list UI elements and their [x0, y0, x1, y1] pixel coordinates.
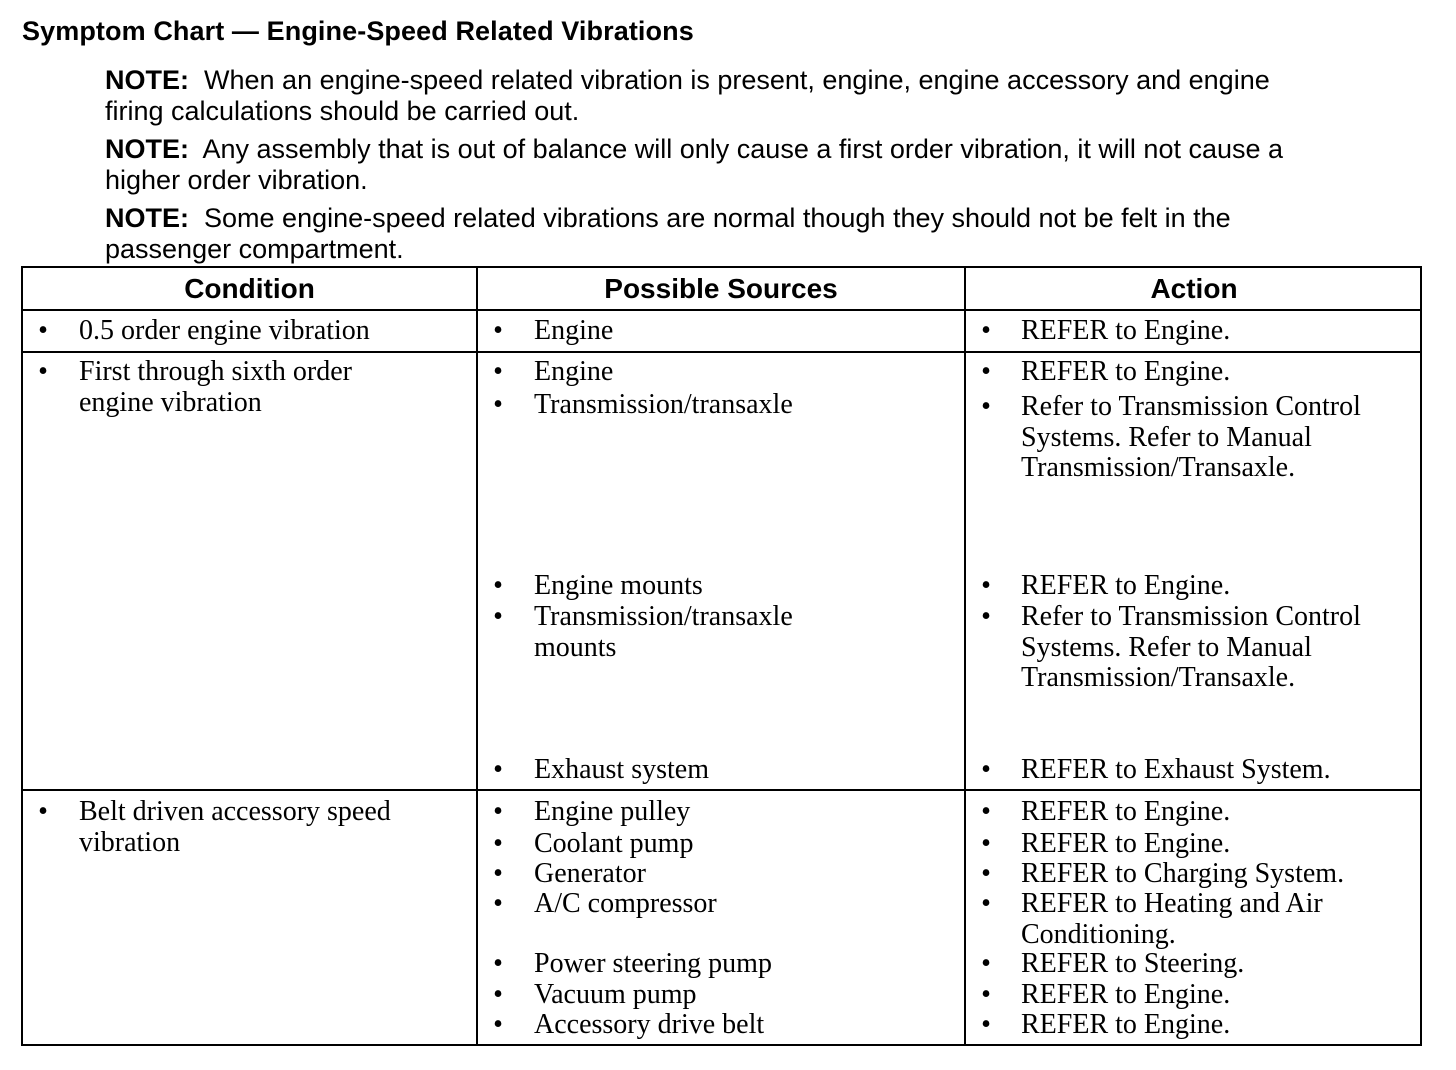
condition-text: 0.5 order engine vibration: [79, 315, 370, 346]
action-item: [977, 797, 1419, 828]
source-text: Coolant pump: [534, 828, 694, 859]
action-text: REFER to Engine.: [1021, 356, 1231, 387]
source-text: Power steering pump: [534, 948, 772, 979]
symptom-table: [21, 266, 1422, 1046]
bullet: •: [981, 315, 991, 346]
bullet: •: [493, 356, 503, 387]
action-text: REFER to Exhaust System.: [1021, 754, 1331, 785]
note-3: [105, 203, 1335, 265]
condition-item: [34, 357, 454, 418]
note-label: NOTE:: [105, 134, 189, 164]
bullet: •: [981, 601, 991, 632]
bullet: •: [493, 828, 503, 859]
bullet: •: [981, 828, 991, 859]
bullet: •: [38, 356, 48, 387]
action-item: [977, 571, 1419, 602]
source-text: Accessory drive belt: [534, 1009, 765, 1040]
bullet: •: [981, 979, 991, 1010]
condition-text: Belt driven accessory speed vibration: [79, 796, 391, 858]
note-text: Any assembly that is out of balance will only cause a first order vibration, it will not cause a higher order vibration.: [105, 134, 1284, 195]
bullet: •: [493, 570, 503, 601]
source-text: Transmission/transaxle mounts: [534, 601, 793, 663]
bullet: •: [981, 356, 991, 387]
source-item: [489, 602, 859, 663]
bullet: •: [981, 1009, 991, 1040]
action-item: [977, 980, 1419, 1011]
note-2: [105, 134, 1335, 196]
action-text: REFER to Charging System.: [1021, 858, 1345, 889]
bullet: •: [981, 948, 991, 979]
column-divider: [476, 268, 478, 1044]
source-text: Engine: [534, 315, 614, 346]
bullet: •: [493, 1009, 503, 1040]
bullet: •: [493, 979, 503, 1010]
bullet: •: [493, 754, 503, 785]
source-item: [489, 755, 959, 786]
bullet: •: [981, 858, 991, 889]
source-item: [489, 859, 959, 890]
source-item: [489, 889, 959, 920]
action-item: [977, 602, 1419, 694]
header-condition: Condition: [184, 273, 315, 304]
column-divider: [964, 268, 966, 1044]
bullet: •: [38, 315, 48, 346]
action-text: REFER to Engine.: [1021, 570, 1231, 601]
bullet: •: [493, 948, 503, 979]
source-text: A/C compressor: [534, 888, 717, 919]
action-text: REFER to Heating and Air Conditioning.: [1021, 888, 1323, 950]
source-item: [489, 980, 959, 1011]
action-item: [977, 859, 1419, 890]
source-item: [489, 316, 959, 347]
action-text: REFER to Engine.: [1021, 315, 1231, 346]
action-text: REFER to Engine.: [1021, 979, 1231, 1010]
source-text: Engine: [534, 356, 614, 387]
condition-text: First through sixth order engine vibration: [79, 356, 352, 418]
action-text: REFER to Engine.: [1021, 796, 1231, 827]
action-item: [977, 357, 1419, 388]
bullet: •: [493, 601, 503, 632]
source-item: [489, 571, 959, 602]
bullet: •: [38, 796, 48, 827]
header-action: Action: [1150, 273, 1238, 304]
source-item: [489, 390, 959, 421]
source-text: Generator: [534, 858, 646, 889]
bullet: •: [493, 888, 503, 919]
action-item: [977, 1010, 1419, 1041]
action-item: [977, 316, 1419, 347]
source-text: Vacuum pump: [534, 979, 697, 1010]
note-label: NOTE:: [105, 203, 189, 233]
note-text: Some engine-speed related vibrations are normal though they should not be felt in the passenger compartment.: [105, 203, 1231, 264]
action-text: REFER to Engine.: [1021, 1009, 1231, 1040]
note-label: NOTE:: [105, 65, 189, 95]
page-title: Symptom Chart — Engine-Speed Related Vibrations: [22, 16, 694, 46]
source-item: [489, 829, 959, 860]
row-divider: [23, 351, 1420, 353]
bullet: •: [493, 858, 503, 889]
source-text: Exhaust system: [534, 754, 709, 785]
action-text: Refer to Transmission Control Systems. Refer to Manual Transmission/Transaxle.: [1021, 601, 1361, 693]
header-possible-sources: Possible Sources: [604, 273, 838, 304]
action-item: [977, 889, 1419, 950]
bullet: •: [981, 888, 991, 919]
action-text: REFER to Engine.: [1021, 828, 1231, 859]
action-item: [977, 829, 1419, 860]
action-item: [977, 949, 1419, 980]
action-text: REFER to Steering.: [1021, 948, 1245, 979]
note-text: When an engine-speed related vibration is present, engine, engine accessory and engine firing calculations should be carried out.: [105, 65, 1270, 126]
bullet: •: [493, 389, 503, 420]
bullet: •: [981, 391, 991, 422]
condition-item: [34, 316, 464, 347]
note-1: [105, 65, 1335, 127]
source-item: [489, 797, 959, 828]
source-item: [489, 1010, 959, 1041]
action-item: [977, 755, 1419, 786]
source-item: [489, 949, 959, 980]
source-text: Transmission/transaxle: [534, 389, 793, 420]
source-text: Engine mounts: [534, 570, 703, 601]
source-item: [489, 357, 959, 388]
condition-item: [34, 797, 464, 858]
row-divider: [23, 789, 1420, 791]
bullet: •: [981, 754, 991, 785]
bullet: •: [981, 796, 991, 827]
bullet: •: [981, 570, 991, 601]
source-text: Engine pulley: [534, 796, 691, 827]
bullet: •: [493, 315, 503, 346]
row-divider: [23, 309, 1420, 311]
action-item: [977, 392, 1419, 484]
bullet: •: [493, 796, 503, 827]
action-text: Refer to Transmission Control Systems. Refer to Manual Transmission/Transaxle.: [1021, 391, 1361, 483]
